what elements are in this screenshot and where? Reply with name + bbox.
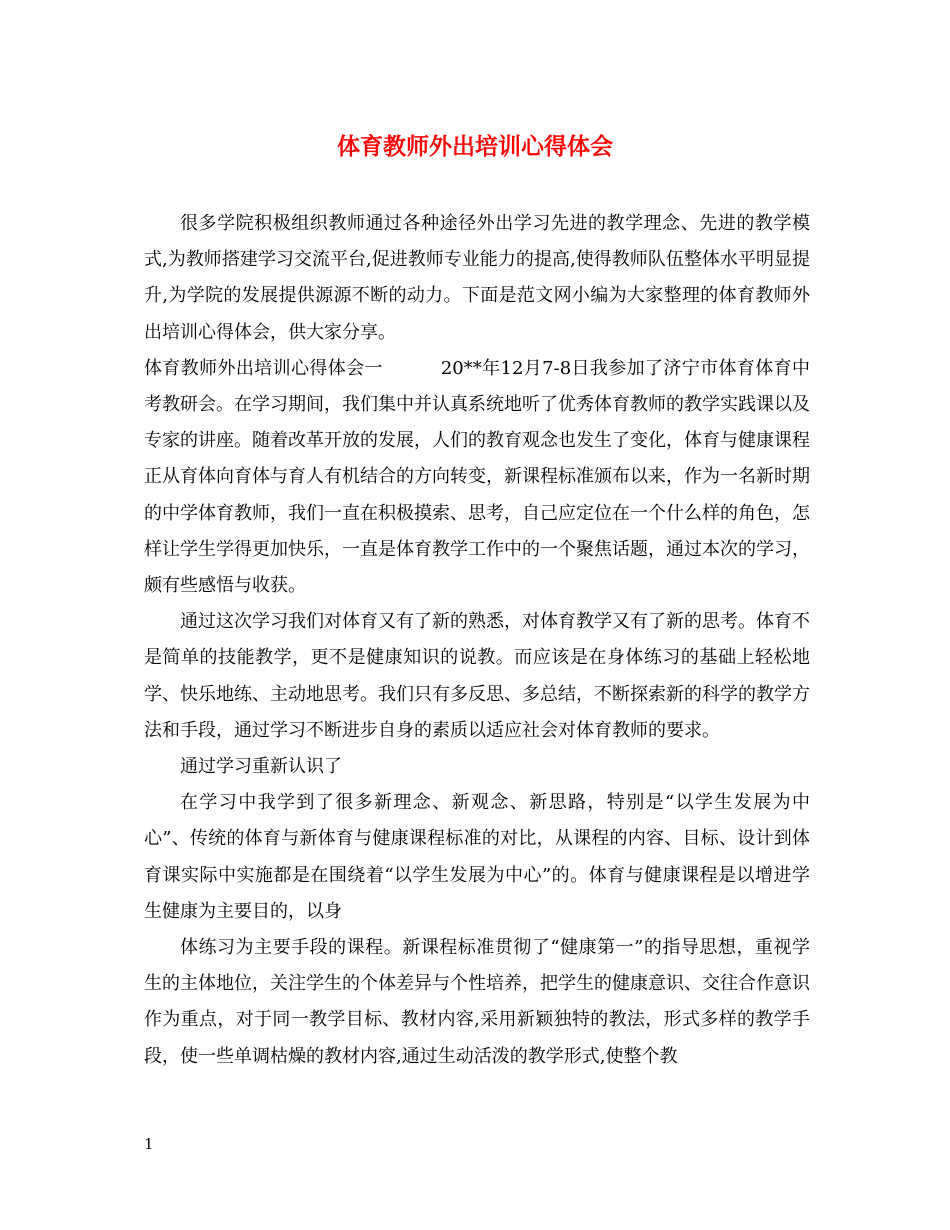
document-title: 体育教师外出培训心得体会 <box>337 133 613 160</box>
paragraph-3: 通过学习重新认识了 <box>180 756 342 778</box>
paragraph-5: 体练习为主要手段的课程。新课程标准贯彻了“健康第一”的指导思想，重视学生的主体地位，关注学生的个体差异与个性培养，把学生的健康意识、交往合作意识作为重点，对于同一教学目标、教材内容,采用新颖独特的教法，形式多样的教学手段，使一些单调枯燥的教材内容,通过生动活泼的教学形式,使整个教 <box>144 937 810 1067</box>
page-number: 1 <box>144 1135 154 1153</box>
paragraph-2: 通过这次学习我们对体育又有了新的熟悉，对体育教学又有了新的思考。体育不是简单的技能教学，更不是健康知识的说教。而应该是在身体练习的基础上轻松地学、快乐地练、主动地思考。我们只有多反思、多总结，不断探索新的科学的教学方法和手段，通过学习不断进步自身的素质以适应社会对体育教师的要求。 <box>144 611 810 741</box>
section-heading: 体育教师外出培训心得体会一 <box>144 357 383 379</box>
paragraph-4: 在学习中我学到了很多新理念、新观念、新思路，特别是“以学生发展为中心”、传统的体育与新体育与健康课程标准的对比，从课程的内容、目标、设计到体育课实际中实施都是在围绕着“以学生发展为中心”的。体育与健康课程是以增进学生健康为主要目的，以身 <box>144 792 810 922</box>
section-first-paragraph <box>144 351 810 604</box>
paragraph-1: 20**年12月7-8日我参加了济宁市体育体育中考教研会。在学习期间，我们集中并认真系统地听了优秀体育教师的教学实践课以及专家的讲座。随着改革开放的发展，人们的教育观念也发生了变化，体育与健康课程正从育体向育体与育人有机结合的方向转变，新课程标准颁布以来，作为一名新时期的中学体育教师，我们一直在积极摸索、思考，自己应定位在一个什么样的角色，怎样让学生学得更加快乐，一直是体育教学工作中的一个聚焦话题，通过本次的学习，颇有些感悟与收获。 <box>144 357 811 597</box>
intro-paragraph: 很多学院积极组织教师通过各种途径外出学习先进的教学理念、先进的教学模式,为教师搭建学习交流平台,促进教师专业能力的提高,使得教师队伍整体水平明显提升,为学院的发展提供源源不断的动力。下面是范文网小编为大家整理的体育教师外出培训心得体会，供大家分享。 <box>144 213 810 343</box>
document-body <box>144 206 810 1075</box>
